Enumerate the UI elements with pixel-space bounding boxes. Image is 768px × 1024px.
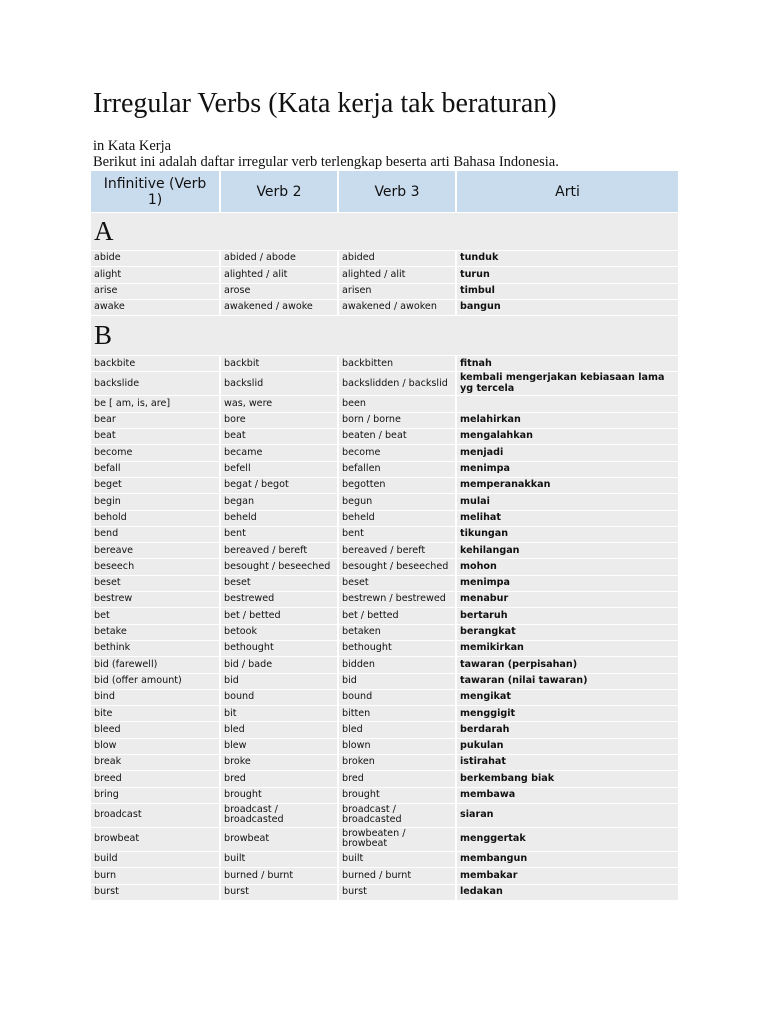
cell-infinitive: burst xyxy=(91,884,220,900)
cell-infinitive: beat xyxy=(91,429,220,445)
cell-verb-2: bound xyxy=(220,689,338,705)
cell-infinitive: burn xyxy=(91,868,220,884)
cell-arti xyxy=(456,396,678,412)
section-letter-row xyxy=(91,213,678,251)
table-row xyxy=(91,868,678,884)
table-row xyxy=(91,429,678,445)
cell-verb-3: burned / burnt xyxy=(338,868,456,884)
table-row xyxy=(91,396,678,412)
cell-verb-2: abided / abode xyxy=(220,251,338,267)
table-row xyxy=(91,477,678,493)
cell-verb-3: become xyxy=(338,445,456,461)
page-title: Irregular Verbs (Kata kerja tak beraturan) xyxy=(93,88,557,119)
cell-verb-3: brought xyxy=(338,787,456,803)
cell-verb-2: bit xyxy=(220,706,338,722)
cell-infinitive: beset xyxy=(91,575,220,591)
table-row xyxy=(91,827,678,851)
table-row xyxy=(91,543,678,559)
table-row xyxy=(91,251,678,267)
cell-arti: tawaran (perpisahan) xyxy=(456,657,678,673)
cell-infinitive: bid (farewell) xyxy=(91,657,220,673)
cell-infinitive: bereave xyxy=(91,543,220,559)
cell-verb-2: bled xyxy=(220,722,338,738)
cell-infinitive: beget xyxy=(91,477,220,493)
cell-arti: turun xyxy=(456,267,678,283)
cell-infinitive: bind xyxy=(91,689,220,705)
cell-verb-2: broke xyxy=(220,755,338,771)
cell-infinitive: bethink xyxy=(91,640,220,656)
cell-verb-3: backbitten xyxy=(338,356,456,372)
table-row xyxy=(91,575,678,591)
cell-verb-2: burned / burnt xyxy=(220,868,338,884)
cell-infinitive: bid (offer amount) xyxy=(91,673,220,689)
cell-arti: timbul xyxy=(456,283,678,299)
cell-verb-3: bitten xyxy=(338,706,456,722)
cell-arti: fitnah xyxy=(456,356,678,372)
header-infinitive: Infinitive (Verb 1) xyxy=(91,171,220,213)
cell-verb-3: browbeaten / browbeat xyxy=(338,827,456,851)
cell-infinitive: build xyxy=(91,851,220,867)
cell-verb-2: befell xyxy=(220,461,338,477)
cell-verb-2: bestrewed xyxy=(220,592,338,608)
cell-arti: mengalahkan xyxy=(456,429,678,445)
cell-arti: menggertak xyxy=(456,827,678,851)
table-row xyxy=(91,412,678,428)
cell-infinitive: bet xyxy=(91,608,220,624)
cell-verb-2: bred xyxy=(220,771,338,787)
cell-verb-2: bet / betted xyxy=(220,608,338,624)
cell-verb-3: besought / beseeched xyxy=(338,559,456,575)
cell-verb-2: browbeat xyxy=(220,827,338,851)
cell-verb-2: beat xyxy=(220,429,338,445)
cell-verb-3: broken xyxy=(338,755,456,771)
cell-verb-3: begun xyxy=(338,494,456,510)
table-row xyxy=(91,771,678,787)
table-row xyxy=(91,372,678,396)
cell-arti: membakar xyxy=(456,868,678,884)
table-row xyxy=(91,559,678,575)
cell-infinitive: backslide xyxy=(91,372,220,396)
cell-arti: tikungan xyxy=(456,526,678,542)
cell-verb-3: burst xyxy=(338,884,456,900)
cell-infinitive: bring xyxy=(91,787,220,803)
cell-arti: membangun xyxy=(456,851,678,867)
cell-verb-2: awakened / awoke xyxy=(220,299,338,315)
cell-infinitive: blow xyxy=(91,738,220,754)
cell-verb-2: bent xyxy=(220,526,338,542)
cell-arti: memperanakkan xyxy=(456,477,678,493)
cell-verb-2: built xyxy=(220,851,338,867)
cell-infinitive: bend xyxy=(91,526,220,542)
cell-verb-3: beset xyxy=(338,575,456,591)
cell-infinitive: broadcast xyxy=(91,803,220,827)
cell-infinitive: become xyxy=(91,445,220,461)
cell-infinitive: bestrew xyxy=(91,592,220,608)
cell-infinitive: awake xyxy=(91,299,220,315)
cell-verb-3: abided xyxy=(338,251,456,267)
table-row xyxy=(91,510,678,526)
cell-verb-2: alighted / alit xyxy=(220,267,338,283)
cell-verb-3: bidden xyxy=(338,657,456,673)
cell-verb-3: bereaved / bereft xyxy=(338,543,456,559)
table-row xyxy=(91,283,678,299)
header-verb-3: Verb 3 xyxy=(338,171,456,213)
table-row xyxy=(91,299,678,315)
table-row xyxy=(91,640,678,656)
cell-infinitive: beseech xyxy=(91,559,220,575)
cell-verb-3: begotten xyxy=(338,477,456,493)
intro-category: in Kata Kerja xyxy=(93,138,172,154)
cell-arti: kehilangan xyxy=(456,543,678,559)
cell-verb-3: bid xyxy=(338,673,456,689)
cell-verb-2: bid / bade xyxy=(220,657,338,673)
cell-arti: ledakan xyxy=(456,884,678,900)
cell-infinitive: backbite xyxy=(91,356,220,372)
table-row xyxy=(91,755,678,771)
table-row xyxy=(91,494,678,510)
cell-verb-3: alighted / alit xyxy=(338,267,456,283)
cell-arti: berkembang biak xyxy=(456,771,678,787)
cell-infinitive: betake xyxy=(91,624,220,640)
intro-description: Berikut ini adalah daftar irregular verb terlengkap beserta arti Bahasa Indonesia. xyxy=(93,154,559,170)
cell-arti: siaran xyxy=(456,803,678,827)
cell-infinitive: befall xyxy=(91,461,220,477)
cell-verb-2: beheld xyxy=(220,510,338,526)
cell-verb-2: bore xyxy=(220,412,338,428)
cell-arti: tunduk xyxy=(456,251,678,267)
table-body xyxy=(91,213,678,900)
cell-verb-2: backslid xyxy=(220,372,338,396)
cell-verb-3: befallen xyxy=(338,461,456,477)
cell-verb-2: bereaved / bereft xyxy=(220,543,338,559)
intro-text xyxy=(93,138,559,170)
cell-verb-3: bet / betted xyxy=(338,608,456,624)
cell-verb-3: bent xyxy=(338,526,456,542)
table-row xyxy=(91,787,678,803)
cell-infinitive: bear xyxy=(91,412,220,428)
cell-arti: membawa xyxy=(456,787,678,803)
table-row xyxy=(91,673,678,689)
cell-arti: melahirkan xyxy=(456,412,678,428)
cell-arti: mohon xyxy=(456,559,678,575)
cell-infinitive: abide xyxy=(91,251,220,267)
cell-verb-3: betaken xyxy=(338,624,456,640)
table-header-row xyxy=(91,171,678,213)
cell-verb-2: became xyxy=(220,445,338,461)
cell-verb-2: brought xyxy=(220,787,338,803)
cell-verb-3: bled xyxy=(338,722,456,738)
cell-verb-3: beaten / beat xyxy=(338,429,456,445)
cell-infinitive: begin xyxy=(91,494,220,510)
cell-arti: berangkat xyxy=(456,624,678,640)
cell-verb-3: awakened / awoken xyxy=(338,299,456,315)
table-row xyxy=(91,624,678,640)
cell-arti: tawaran (nilai tawaran) xyxy=(456,673,678,689)
cell-verb-3: blown xyxy=(338,738,456,754)
cell-arti: mulai xyxy=(456,494,678,510)
cell-verb-2: begat / begot xyxy=(220,477,338,493)
table-row xyxy=(91,461,678,477)
cell-verb-2: backbit xyxy=(220,356,338,372)
cell-verb-2: arose xyxy=(220,283,338,299)
cell-verb-2: began xyxy=(220,494,338,510)
header-arti: Arti xyxy=(456,171,678,213)
cell-verb-2: was, were xyxy=(220,396,338,412)
cell-infinitive: alight xyxy=(91,267,220,283)
cell-verb-2: burst xyxy=(220,884,338,900)
cell-verb-2: besought / beseeched xyxy=(220,559,338,575)
cell-verb-3: bestrewn / bestrewed xyxy=(338,592,456,608)
table-row xyxy=(91,608,678,624)
cell-verb-3: bred xyxy=(338,771,456,787)
cell-arti: menimpa xyxy=(456,575,678,591)
cell-verb-3: beheld xyxy=(338,510,456,526)
cell-verb-3: built xyxy=(338,851,456,867)
cell-arti: pukulan xyxy=(456,738,678,754)
cell-verb-3: born / borne xyxy=(338,412,456,428)
cell-arti: memikirkan xyxy=(456,640,678,656)
cell-arti: mengikat xyxy=(456,689,678,705)
cell-arti: melihat xyxy=(456,510,678,526)
table-row xyxy=(91,592,678,608)
cell-verb-3: backslidden / backslid xyxy=(338,372,456,396)
irregular-verbs-table xyxy=(91,171,678,900)
table-row xyxy=(91,803,678,827)
cell-arti: menjadi xyxy=(456,445,678,461)
cell-arti: bangun xyxy=(456,299,678,315)
section-letter-row xyxy=(91,316,678,356)
cell-arti: menabur xyxy=(456,592,678,608)
cell-verb-3: arisen xyxy=(338,283,456,299)
cell-infinitive: bleed xyxy=(91,722,220,738)
table-row xyxy=(91,706,678,722)
cell-verb-2: broadcast / broadcasted xyxy=(220,803,338,827)
cell-verb-2: bethought xyxy=(220,640,338,656)
table-row xyxy=(91,657,678,673)
cell-infinitive: bite xyxy=(91,706,220,722)
table-row xyxy=(91,689,678,705)
table-row xyxy=(91,445,678,461)
table-row xyxy=(91,738,678,754)
cell-verb-2: bid xyxy=(220,673,338,689)
table-row xyxy=(91,851,678,867)
cell-arti: bertaruh xyxy=(456,608,678,624)
table-row xyxy=(91,267,678,283)
cell-infinitive: break xyxy=(91,755,220,771)
cell-verb-2: betook xyxy=(220,624,338,640)
cell-verb-3: broadcast / broadcasted xyxy=(338,803,456,827)
section-letter: A xyxy=(91,213,678,251)
cell-verb-2: beset xyxy=(220,575,338,591)
cell-arti: menimpa xyxy=(456,461,678,477)
table-row xyxy=(91,356,678,372)
cell-verb-2: blew xyxy=(220,738,338,754)
table-row xyxy=(91,722,678,738)
cell-verb-3: bethought xyxy=(338,640,456,656)
cell-infinitive: behold xyxy=(91,510,220,526)
cell-arti: menggigit xyxy=(456,706,678,722)
table-row xyxy=(91,884,678,900)
cell-infinitive: arise xyxy=(91,283,220,299)
cell-verb-3: bound xyxy=(338,689,456,705)
cell-infinitive: breed xyxy=(91,771,220,787)
cell-arti: kembali mengerjakan kebiasaan lama yg tercela xyxy=(456,372,678,396)
cell-arti: istirahat xyxy=(456,755,678,771)
cell-infinitive: be [ am, is, are] xyxy=(91,396,220,412)
cell-infinitive: browbeat xyxy=(91,827,220,851)
header-verb-2: Verb 2 xyxy=(220,171,338,213)
cell-verb-3: been xyxy=(338,396,456,412)
table-row xyxy=(91,526,678,542)
section-letter: B xyxy=(91,316,678,356)
cell-arti: berdarah xyxy=(456,722,678,738)
